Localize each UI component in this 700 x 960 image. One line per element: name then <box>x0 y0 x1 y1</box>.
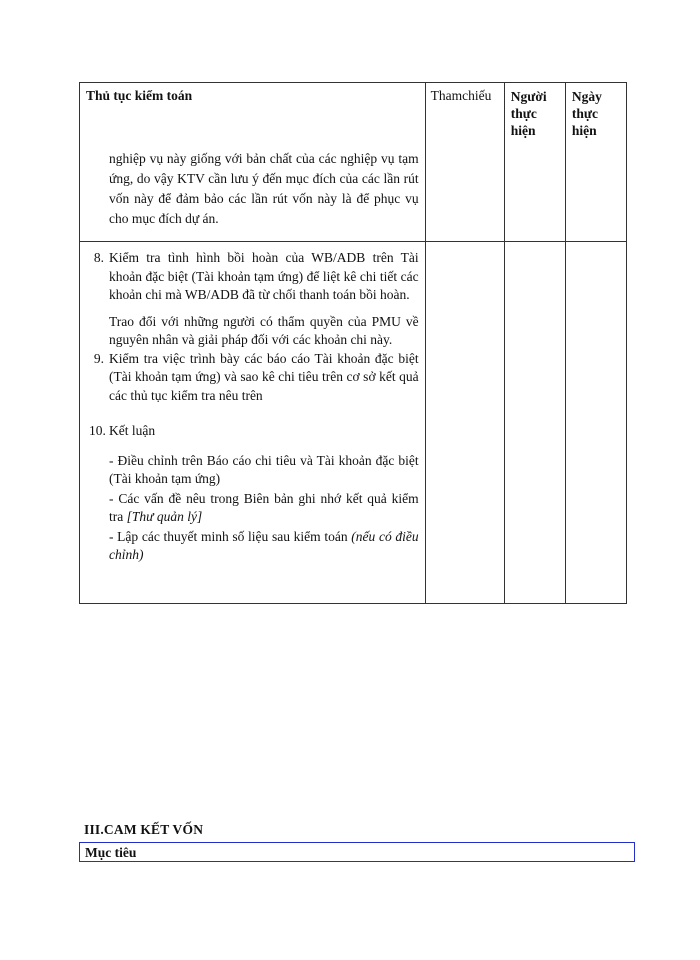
date-cell <box>565 242 626 604</box>
section-title: III.CAM KẾT VỐN <box>84 822 204 837</box>
list-item-8: 8. Kiểm tra tình hình bồi hoàn của WB/ADB trên Tài khoản đặc biệt (Tài khoản tạm ứng) để liệt kê chi tiết các khoản chi mà WB/ADB đã từ chối thanh toán bồi hoàn. <box>93 250 419 302</box>
performer-cell <box>504 242 565 604</box>
header-performer: Người thực hiện <box>510 89 547 138</box>
list-item-9: 9. Kiểm tra việc trình bày các báo cáo Tài khoản đặc biệt (Tài khoản tạm ứng) và sao kê chi tiêu trên cơ sở kết quả các thủ tục kiểm tra nêu trên <box>93 350 419 403</box>
header-reference: Thamchiếu <box>430 88 492 103</box>
conclusion-bullet-1: - Điều chỉnh trên Báo cáo chi tiêu và Tài khoản đặc biệt (Tài khoản tạm ứng) <box>109 452 419 486</box>
conclusion-bullet-3: - Lập các thuyết minh số liệu sau kiểm toán (nếu có điều chỉnh) <box>109 528 419 562</box>
list-item-10: 10. Kết luận <box>89 423 156 438</box>
procedure-cell <box>80 83 426 242</box>
conclusion-bullet-2: - Các vấn đề nêu trong Biên bản ghi nhớ kết quả kiểm tra [Thư quản lý] <box>109 490 419 524</box>
header-procedure: Thủ tục kiểm toán <box>86 88 193 103</box>
procedure-cell <box>80 242 426 604</box>
table-row <box>80 242 627 604</box>
date-header-cell <box>565 83 626 242</box>
objective-box: Mục tiêu <box>79 842 635 862</box>
list-item-8-subtext: Trao đổi với những người có thẩm quyền của PMU về nguyên nhân và giải pháp đối với các khoản chi này. <box>109 313 419 347</box>
table-row <box>80 83 627 242</box>
audit-procedure-table <box>79 82 627 604</box>
reference-header-cell <box>425 83 504 242</box>
reference-cell <box>425 242 504 604</box>
continuation-text: nghiệp vụ này giống với bản chất của các nghiệp vụ tạm ứng, do vậy KTV cần lưu ý đến mục đích của các lần rút vốn này để đảm bảo các lần rút vốn này là để phục vụ cho mục đích dự án. <box>109 151 419 226</box>
performer-header-cell <box>504 83 565 242</box>
header-date: Ngày thực hiện <box>571 89 602 138</box>
